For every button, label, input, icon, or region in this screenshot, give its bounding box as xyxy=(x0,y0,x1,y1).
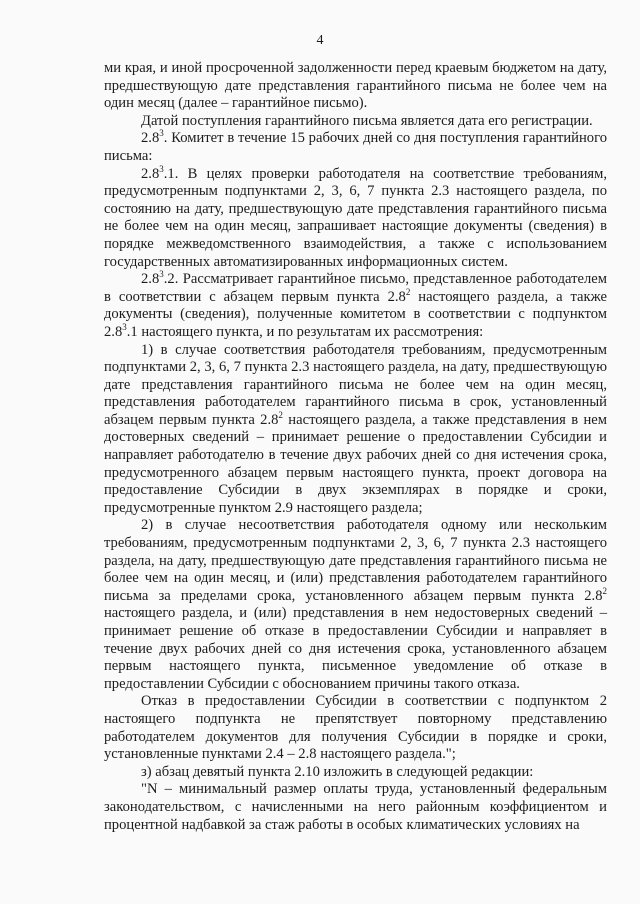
paragraph-p2 xyxy=(104,113,607,131)
text-run: .1. В целях проверки работодателя на соответствие требованиям, предусмотренным подпунктами 2, 3, 6, 7 пункта 2.3 настоящего раздела, по состоянию на дату, предшествующую дате представления гарантийного письма не более чем на один месяц, запрашивает настоящие документы (сведения) в порядке межведомственного взаимодействия, а также с использованием государственных автоматизированных информационных систем. xyxy=(104,165,607,270)
superscript: 3 xyxy=(122,321,127,332)
superscript: 3 xyxy=(159,269,164,280)
superscript: 2 xyxy=(405,286,411,297)
text-run: 2.8 xyxy=(141,130,160,147)
text-run: Датой поступления гарантийного письма является дата его регистрации. xyxy=(141,112,593,129)
text-run: з) абзац девятый пункта 2.10 изложить в следующей редакции: xyxy=(141,763,534,780)
paragraph-p10 xyxy=(104,781,607,834)
text-run: настоящего раздела, и (или) представления в нем недостоверных сведений – принимает решение об отказе в предоставлении Субсидии и направляет в течение двух рабочих дней со дня истечения срока, установленного абзацем первым настоящего пункта, письменное уведомление об отказе в предоставлении Субсидии с обоснованием причины такого отказа. xyxy=(104,605,607,692)
text-run: 2.8 xyxy=(141,165,160,182)
text-run: Отказ в предоставлении Субсидии в соответствии с подпунктом 2 настоящего подпункта не препятствует повторному представлению работодателем документов для получения Субсидии в порядке и сроки, установленные пунктами 2.4 – 2.8 настоящего раздела."; xyxy=(104,693,607,763)
text-run: "N – минимальный размер оплаты труда, установленный федеральным законодательством, с начисленными на него районным коэффициентом и процентной надбавкой за стаж работы в особых климатических условиях на xyxy=(104,781,607,833)
text-run: . Комитет в течение 15 рабочих дней со дня поступления гарантийного письма: xyxy=(104,130,607,164)
superscript: 2 xyxy=(278,409,283,420)
document-body xyxy=(104,60,607,834)
text-run: 1) в случае соответствия работодателя требованиям, предусмотренным подпунктами 2, 3, 6, 7 пункта 2.3 настоящего раздела, на дату, предшествующую дате представления гарантийного письма не более чем на один месяц, представления работодателем гарантийного письма в срок, установленный абзацем первым пункта 2.8 xyxy=(104,341,607,428)
paragraph-p4 xyxy=(104,163,607,272)
superscript: 3 xyxy=(159,163,164,174)
paragraph-p3 xyxy=(104,130,607,165)
paragraph-p7 xyxy=(104,517,607,693)
text-run: .1 настоящего пункта, и по результатам их рассмотрения: xyxy=(126,323,484,340)
superscript: 3 xyxy=(159,128,164,139)
paragraph-p8 xyxy=(104,693,607,763)
text-run: 2) в случае несоответствия работодателя одному или нескольким требованиям, предусмотренным подпунктами 2, 3, 6, 7 пункта 2.3 настоящего раздела, на дату, предшествующую дате представления гарантийного письма не более чем на один месяц, и (или) представления работодателем гарантийного письма за пределами срока, установленного абзацем первым пункта 2.8 xyxy=(104,517,607,604)
paragraph-p9 xyxy=(104,764,607,782)
paragraph-p5 xyxy=(104,271,607,341)
paragraph-p1 xyxy=(104,60,607,113)
text-run: .2. Рассматривает гарантийное письмо, представленное работодателем в соответствии с абзацем первым пункта 2.8 xyxy=(104,271,607,305)
text-run: 2.8 xyxy=(141,271,160,288)
page-number: 4 xyxy=(316,33,324,48)
text-run: настоящего раздела, а также представления в нем достоверных сведений – принимает решение о предоставлении Субсидии и направляет работодателю в течение двух рабочих дней со дня истечения срока, предусмотренного абзацем первым настоящего пункта, проект договора на предоставление Субсидии в двух экземплярах в порядке и сроки, предусмотренные пунктом 2.9 настоящего раздела; xyxy=(104,411,607,516)
superscript: 2 xyxy=(602,585,607,596)
text-run: ми края, и иной просроченной задолженности перед краевым бюджетом на дату, предшествующую дате представления гарантийного письма не более чем на один месяц (далее – гарантийное письмо). xyxy=(104,60,607,112)
paragraph-p6 xyxy=(104,342,607,518)
text-run: настоящего раздела, а также документы (сведения), полученные комитетом в соответствии с подпунктом 2.8 xyxy=(104,288,607,340)
